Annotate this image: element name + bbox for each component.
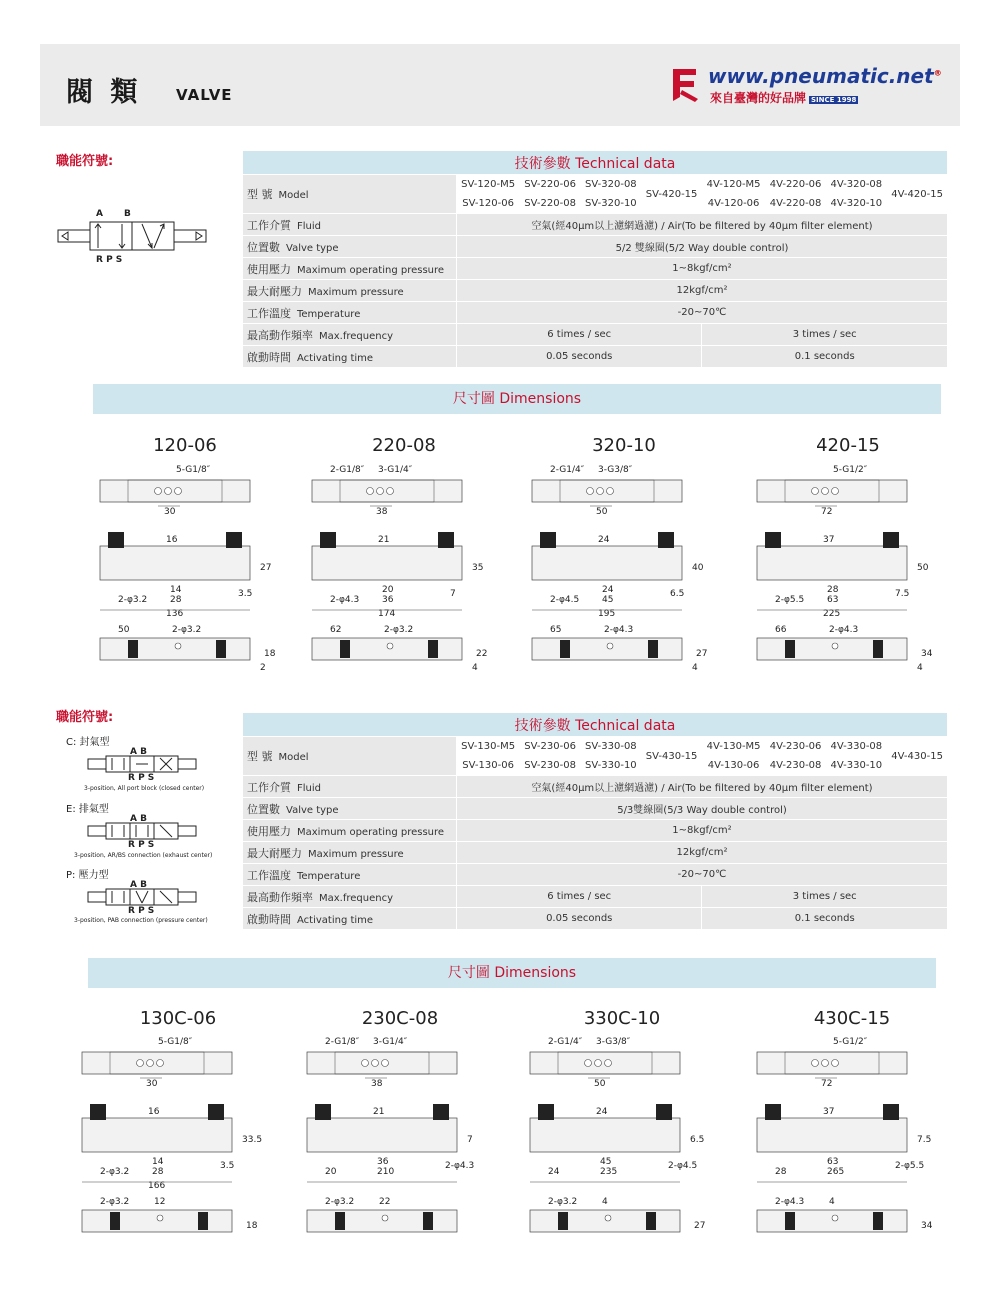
port-circle (157, 1060, 164, 1067)
dimension-label: 36 (382, 595, 394, 605)
solenoid-coil (226, 532, 242, 548)
model-title: 330C-10 (583, 1008, 661, 1029)
dimension-label: 21 (373, 1107, 385, 1117)
dimension-drawing (300, 460, 500, 675)
solenoid-coil (320, 532, 336, 548)
svg-text:A: A (96, 209, 103, 219)
model-code: 4V-430-15 (891, 750, 943, 762)
model-code: 4V-130-06 (707, 760, 760, 771)
dimension-label: 24 (548, 1167, 560, 1177)
table-row: 工作介質 Fluid 空氣(經40μm以上濾網過濾) / Air(To be filtered by 40μm filter element) (243, 776, 948, 798)
model-code: SV-120-M5 (461, 179, 516, 190)
valve-bottom-view (82, 1210, 232, 1232)
valve-symbol-exhaust-center (84, 813, 200, 849)
dimension-label: 4 (917, 663, 923, 673)
model-code: 4V-230-08 (769, 760, 822, 771)
dimension-label: 2-φ3.2 (172, 625, 202, 635)
solenoid-coil (658, 532, 674, 548)
model-title: 220-08 (372, 435, 436, 456)
valve-bottom-view (100, 638, 250, 660)
activating-time-sv: 0.05 seconds (457, 908, 702, 930)
dimension-label: 28 (775, 1167, 787, 1177)
model-code: SV-330-08 (585, 741, 637, 752)
port-circle (367, 488, 374, 495)
symbol-title: P: 壓力型 (66, 870, 109, 881)
brand-logo (668, 66, 702, 104)
port-circle (137, 1060, 144, 1067)
dimension-label: 27 (696, 649, 708, 659)
dimension-label: 35 (472, 563, 484, 573)
valve-type-value: 5/2 雙線圈(5/2 Way double control) (457, 236, 948, 258)
table-row (243, 175, 948, 214)
dimension-label: 27 (260, 563, 272, 573)
model-code: 4V-130-M5 (706, 741, 761, 752)
port-size-label: 3-G1/4″ (373, 1037, 408, 1047)
dimension-label: 136 (166, 609, 184, 619)
model-title: 320-10 (592, 435, 656, 456)
dimension-label: 28 (170, 595, 182, 605)
model-title: 420-15 (816, 435, 880, 456)
port-pitch-label: 50 (594, 1079, 606, 1089)
table-row: 最高動作頻率 Max.frequency 6 times / sec 3 times / sec (243, 886, 948, 908)
solenoid-coil (883, 1104, 899, 1120)
dimension-label: 2-φ4.3 (330, 595, 360, 605)
model-code: SV-430-15 (645, 750, 698, 762)
dimension-label: 4 (472, 663, 478, 673)
port-circle (387, 488, 394, 495)
valve-bottom-view (530, 1210, 680, 1232)
solenoid-coil (208, 1104, 224, 1120)
port-pitch-label: 38 (376, 507, 388, 517)
model-code: 4V-120-M5 (706, 179, 761, 190)
model-code: 4V-330-10 (830, 760, 883, 771)
port-circle (812, 488, 819, 495)
model-code: SV-220-06 (524, 179, 576, 190)
dimension-label: 37 (823, 1107, 835, 1117)
port-size-label: 3-G1/4″ (378, 465, 413, 475)
function-symbol-label: 職能符號: (56, 710, 114, 725)
solenoid-coil (315, 1104, 331, 1120)
valve-front-view (100, 546, 250, 580)
svg-text:A B: A B (130, 880, 147, 890)
model-title: 120-06 (153, 435, 217, 456)
port-circle (832, 1060, 839, 1067)
brand-url[interactable]: www.pneumatic.net® (708, 64, 942, 88)
port-circle (147, 1060, 154, 1067)
solenoid-coil (90, 1104, 106, 1120)
port-circle (822, 488, 829, 495)
dimension-label: 37 (823, 535, 835, 545)
port-circle (595, 1060, 602, 1067)
page-title: 閥 類 (66, 77, 142, 108)
dimension-label: 7 (450, 589, 456, 599)
dimension-label: 62 (330, 625, 342, 635)
table-row: 位置數 Valve type 5/2 雙線圈(5/2 Way double control) (243, 236, 948, 258)
dimension-label: 2-φ5.5 (775, 595, 805, 605)
port-circle (382, 1060, 389, 1067)
dimension-label: 18 (246, 1221, 258, 1231)
port-pitch-label: 30 (164, 507, 176, 517)
solenoid-coil (883, 532, 899, 548)
dimension-label: 34 (921, 1221, 933, 1231)
dimension-label: 2-φ3.2 (548, 1197, 578, 1207)
port-pitch-label: 50 (596, 507, 608, 517)
table-row: 最高動作頻率 Max.frequency 6 times / sec 3 times / sec (243, 324, 948, 346)
model-code: 4V-330-08 (830, 741, 883, 752)
dimension-label: 2-φ4.3 (604, 625, 634, 635)
svg-text:A B: A B (130, 747, 147, 757)
port-circle (587, 488, 594, 495)
valve-symbol-pressure-center (84, 879, 200, 915)
operating-pressure-value: 1~8kgf/cm² (457, 258, 948, 280)
port-size-label: 2-G1/8″ (330, 465, 365, 475)
temperature-value: -20~70℃ (457, 864, 948, 886)
frequency-value-4v: 3 times / sec (702, 324, 948, 346)
port-circle (597, 488, 604, 495)
port-size-label: 5-G1/8″ (158, 1037, 193, 1047)
dimension-label: 2-φ4.5 (668, 1161, 698, 1171)
svg-text:R P S: R P S (128, 773, 155, 782)
port-circle (822, 1060, 829, 1067)
dimension-drawing (745, 460, 945, 675)
svg-text:R P S: R P S (128, 906, 155, 915)
port-size-label: 5-G1/2″ (833, 1037, 868, 1047)
dimension-label: 50 (118, 625, 130, 635)
solenoid-coil (433, 1104, 449, 1120)
dimension-label: 24 (602, 585, 614, 595)
port-circle (607, 488, 614, 495)
dimension-label: 3.5 (238, 589, 253, 599)
function-symbol-label: 職能符號: (56, 154, 114, 169)
port-circle (372, 1060, 379, 1067)
dimension-label: 7.5 (917, 1135, 932, 1145)
svg-text:R P S: R P S (96, 255, 123, 264)
model-code: 4V-320-08 (830, 179, 883, 190)
dimensions-banner-1: 尺寸圖 Dimensions (93, 384, 941, 414)
dimension-label: 2-φ3.2 (118, 595, 148, 605)
model-code: 4V-230-06 (769, 741, 822, 752)
valve-type-value: 5/3雙線圈(5/3 Way double control) (457, 798, 948, 820)
table-row: 工作溫度 Temperature -20~70℃ (243, 864, 948, 886)
model-code: SV-120-06 (462, 198, 514, 209)
valve-front-view (532, 546, 682, 580)
frequency-value-sv: 6 times / sec (457, 324, 702, 346)
dimension-label: 2-φ3.2 (100, 1197, 130, 1207)
port-pitch-label: 38 (371, 1079, 383, 1089)
port-circle (585, 1060, 592, 1067)
port-circle (377, 488, 384, 495)
dimension-label: 50 (917, 563, 929, 573)
dimension-label: 4 (829, 1197, 835, 1207)
activating-time-sv: 0.05 seconds (457, 346, 702, 368)
dimensions-banner-2: 尺寸圖 Dimensions (88, 958, 936, 988)
row-label: 型 號 Model (243, 737, 457, 776)
valve-front-view (530, 1118, 680, 1152)
dimension-label: 2 (260, 663, 266, 673)
dimension-label: 195 (598, 609, 616, 619)
port-size-label: 5-G1/8″ (176, 465, 211, 475)
dimension-label: 21 (378, 535, 390, 545)
table-row: 位置數 Valve type 5/3雙線圈(5/3 Way double control) (243, 798, 948, 820)
valve-front-view (82, 1118, 232, 1152)
model-code: SV-220-08 (524, 198, 576, 209)
port-pitch-label: 30 (146, 1079, 158, 1089)
port-circle (165, 488, 172, 495)
dimension-label: 16 (166, 535, 178, 545)
valve-bottom-view (307, 1210, 457, 1232)
max-pressure-value: 12kgf/cm² (457, 842, 948, 864)
model-code: 4V-220-08 (769, 198, 822, 209)
technical-data-table-2 (242, 712, 948, 930)
dimension-drawing (295, 1032, 495, 1247)
model-code: 4V-420-15 (891, 188, 943, 200)
brand-tagline: 來自臺灣的好品牌 SINCE 1998 (710, 91, 857, 105)
symbol-note: 3-position, AR/BS connection (exhaust center) (74, 852, 213, 859)
port-size-label: 2-G1/4″ (548, 1037, 583, 1047)
operating-pressure-value: 1~8kgf/cm² (457, 820, 948, 842)
port-circle (175, 488, 182, 495)
dimension-label: 40 (692, 563, 704, 573)
dimension-label: 45 (602, 595, 614, 605)
port-circle (812, 1060, 819, 1067)
table-row: 啟動時間 Activating time 0.05 seconds 0.1 seconds (243, 908, 948, 930)
solenoid-coil (438, 532, 454, 548)
port-circle (362, 1060, 369, 1067)
dimension-drawing (88, 460, 288, 675)
symbol-note: 3-position, All port block (closed center) (84, 785, 205, 792)
dimension-label: 24 (596, 1107, 608, 1117)
port-size-label: 5-G1/2″ (833, 465, 868, 475)
model-code: SV-130-M5 (461, 741, 516, 752)
valve-front-view (757, 546, 907, 580)
dimension-label: 65 (550, 625, 562, 635)
dimension-label: 22 (476, 649, 488, 659)
port-circle (832, 488, 839, 495)
valve-bottom-view (532, 638, 682, 660)
temperature-value: -20~70℃ (457, 302, 948, 324)
model-code: 4V-220-06 (769, 179, 822, 190)
dimension-label: 18 (264, 649, 276, 659)
svg-text:A B: A B (130, 814, 147, 824)
valve-bottom-view (757, 1210, 907, 1232)
table-row: 使用壓力 Maximum operating pressure 1~8kgf/cm² (243, 258, 948, 280)
dimension-label: 66 (775, 625, 787, 635)
model-code: 4V-320-10 (830, 198, 883, 209)
table-row: 啟動時間 Activating time 0.05 seconds 0.1 seconds (243, 346, 948, 368)
table-row: 最大耐壓力 Maximum pressure 12kgf/cm² (243, 842, 948, 864)
solenoid-coil (538, 1104, 554, 1120)
port-pitch-label: 72 (821, 1079, 833, 1089)
dimension-label: 63 (827, 1157, 839, 1167)
dimension-label: 14 (152, 1157, 164, 1167)
fluid-value: 空氣(經40μm以上濾網過濾) / Air(To be filtered by 40μm filter element) (457, 776, 948, 798)
dimension-label: 36 (377, 1157, 389, 1167)
dimension-label: 2-φ3.2 (100, 1167, 130, 1177)
valve-bottom-view (757, 638, 907, 660)
dimension-label: 34 (921, 649, 933, 659)
dimension-label: 2-φ3.2 (325, 1197, 355, 1207)
symbol-title: C: 封氣型 (66, 737, 110, 748)
model-code: SV-320-10 (585, 198, 637, 209)
valve-front-view (307, 1118, 457, 1152)
port-size-label: 2-G1/8″ (325, 1037, 360, 1047)
dimension-label: 16 (148, 1107, 160, 1117)
dimension-label: 12 (154, 1197, 166, 1207)
model-title: 130C-06 (139, 1008, 217, 1029)
port-pitch-label: 72 (821, 507, 833, 517)
model-code: SV-230-08 (524, 760, 576, 771)
dimension-label: 7.5 (895, 589, 910, 599)
dimension-label: 20 (382, 585, 394, 595)
model-code: SV-130-06 (462, 760, 514, 771)
table-row: 工作介質 Fluid 空氣(經40μm以上濾網過濾) / Air(To be filtered by 40μm filter element) (243, 214, 948, 236)
dimension-label: 174 (378, 609, 396, 619)
dimension-drawing (520, 460, 720, 675)
dimension-label: 166 (148, 1181, 166, 1191)
table-row: 最大耐壓力 Maximum pressure 12kgf/cm² (243, 280, 948, 302)
symbol-note: 3-position, PAB connection (pressure center) (74, 917, 208, 924)
valve-front-view (312, 546, 462, 580)
dimension-label: 4 (692, 663, 698, 673)
dimension-label: 28 (152, 1167, 164, 1177)
valve-bottom-view (312, 638, 462, 660)
solenoid-coil (108, 532, 124, 548)
dimension-label: 20 (325, 1167, 337, 1177)
table-caption: 技術參數 Technical data (243, 151, 948, 175)
model-title: 430C-15 (813, 1008, 891, 1029)
table-row: 使用壓力 Maximum operating pressure 1~8kgf/cm² (243, 820, 948, 842)
model-code: SV-420-15 (645, 188, 698, 200)
dimension-label: 210 (377, 1167, 395, 1177)
port-circle (605, 1060, 612, 1067)
dimension-label: 225 (823, 609, 841, 619)
table-row: 工作溫度 Temperature -20~70℃ (243, 302, 948, 324)
dimension-label: 3.5 (220, 1161, 235, 1171)
dimension-label: 28 (827, 585, 839, 595)
technical-data-table-1 (242, 150, 948, 368)
model-code: SV-230-06 (524, 741, 576, 752)
dimension-label: 2-φ4.3 (445, 1161, 475, 1171)
dimension-drawing (745, 1032, 945, 1247)
model-title: 230C-08 (361, 1008, 439, 1029)
dimension-label: 2-φ4.5 (550, 595, 580, 605)
fluid-value: 空氣(經40μm以上濾網過濾) / Air(To be filtered by 40μm filter element) (457, 214, 948, 236)
dimension-label: 2-φ3.2 (384, 625, 414, 635)
dimension-label: 27 (694, 1221, 706, 1231)
dimension-label: 24 (598, 535, 610, 545)
dimension-drawing (518, 1032, 718, 1247)
dimension-label: 14 (170, 585, 182, 595)
model-code: SV-330-10 (585, 760, 637, 771)
table-row (243, 737, 948, 776)
table-caption: 技術參數 Technical data (243, 713, 948, 737)
dimension-label: 2-φ4.3 (775, 1197, 805, 1207)
dimension-drawing (70, 1032, 270, 1247)
model-code: SV-320-08 (585, 179, 637, 190)
dimension-label: 22 (379, 1197, 391, 1207)
solenoid-coil (765, 532, 781, 548)
activating-time-4v: 0.1 seconds (702, 346, 948, 368)
model-code: 4V-120-06 (707, 198, 760, 209)
frequency-value-sv: 6 times / sec (457, 886, 702, 908)
dimension-label: 33.5 (242, 1135, 263, 1145)
dimension-label: 63 (827, 595, 839, 605)
page-subtitle: VALVE (176, 86, 233, 104)
row-label: 型 號 Model (243, 175, 457, 214)
max-pressure-value: 12kgf/cm² (457, 280, 948, 302)
port-size-label: 3-G3/8″ (598, 465, 633, 475)
dimension-label: 265 (827, 1167, 845, 1177)
dimension-label: 235 (600, 1167, 618, 1177)
port-size-label: 3-G3/8″ (596, 1037, 631, 1047)
dimension-label: 7 (467, 1135, 473, 1145)
dimension-label: 4 (602, 1197, 608, 1207)
dimension-label: 6.5 (690, 1135, 705, 1145)
solenoid-coil (765, 1104, 781, 1120)
svg-text:R P S: R P S (128, 840, 155, 849)
port-circle (155, 488, 162, 495)
dimension-label: 2-φ5.5 (895, 1161, 925, 1171)
valve-symbol-5-2 (52, 204, 232, 264)
page-header (40, 44, 960, 126)
frequency-value-4v: 3 times / sec (702, 886, 948, 908)
dimension-label: 2-φ4.3 (829, 625, 859, 635)
dimension-label: 45 (600, 1157, 612, 1167)
valve-front-view (757, 1118, 907, 1152)
port-size-label: 2-G1/4″ (550, 465, 585, 475)
dimension-label: 6.5 (670, 589, 685, 599)
solenoid-coil (656, 1104, 672, 1120)
activating-time-4v: 0.1 seconds (702, 908, 948, 930)
symbol-title: E: 排氣型 (66, 804, 109, 815)
svg-text:B: B (124, 209, 131, 219)
solenoid-coil (540, 532, 556, 548)
valve-symbol-closed-center (84, 746, 200, 782)
